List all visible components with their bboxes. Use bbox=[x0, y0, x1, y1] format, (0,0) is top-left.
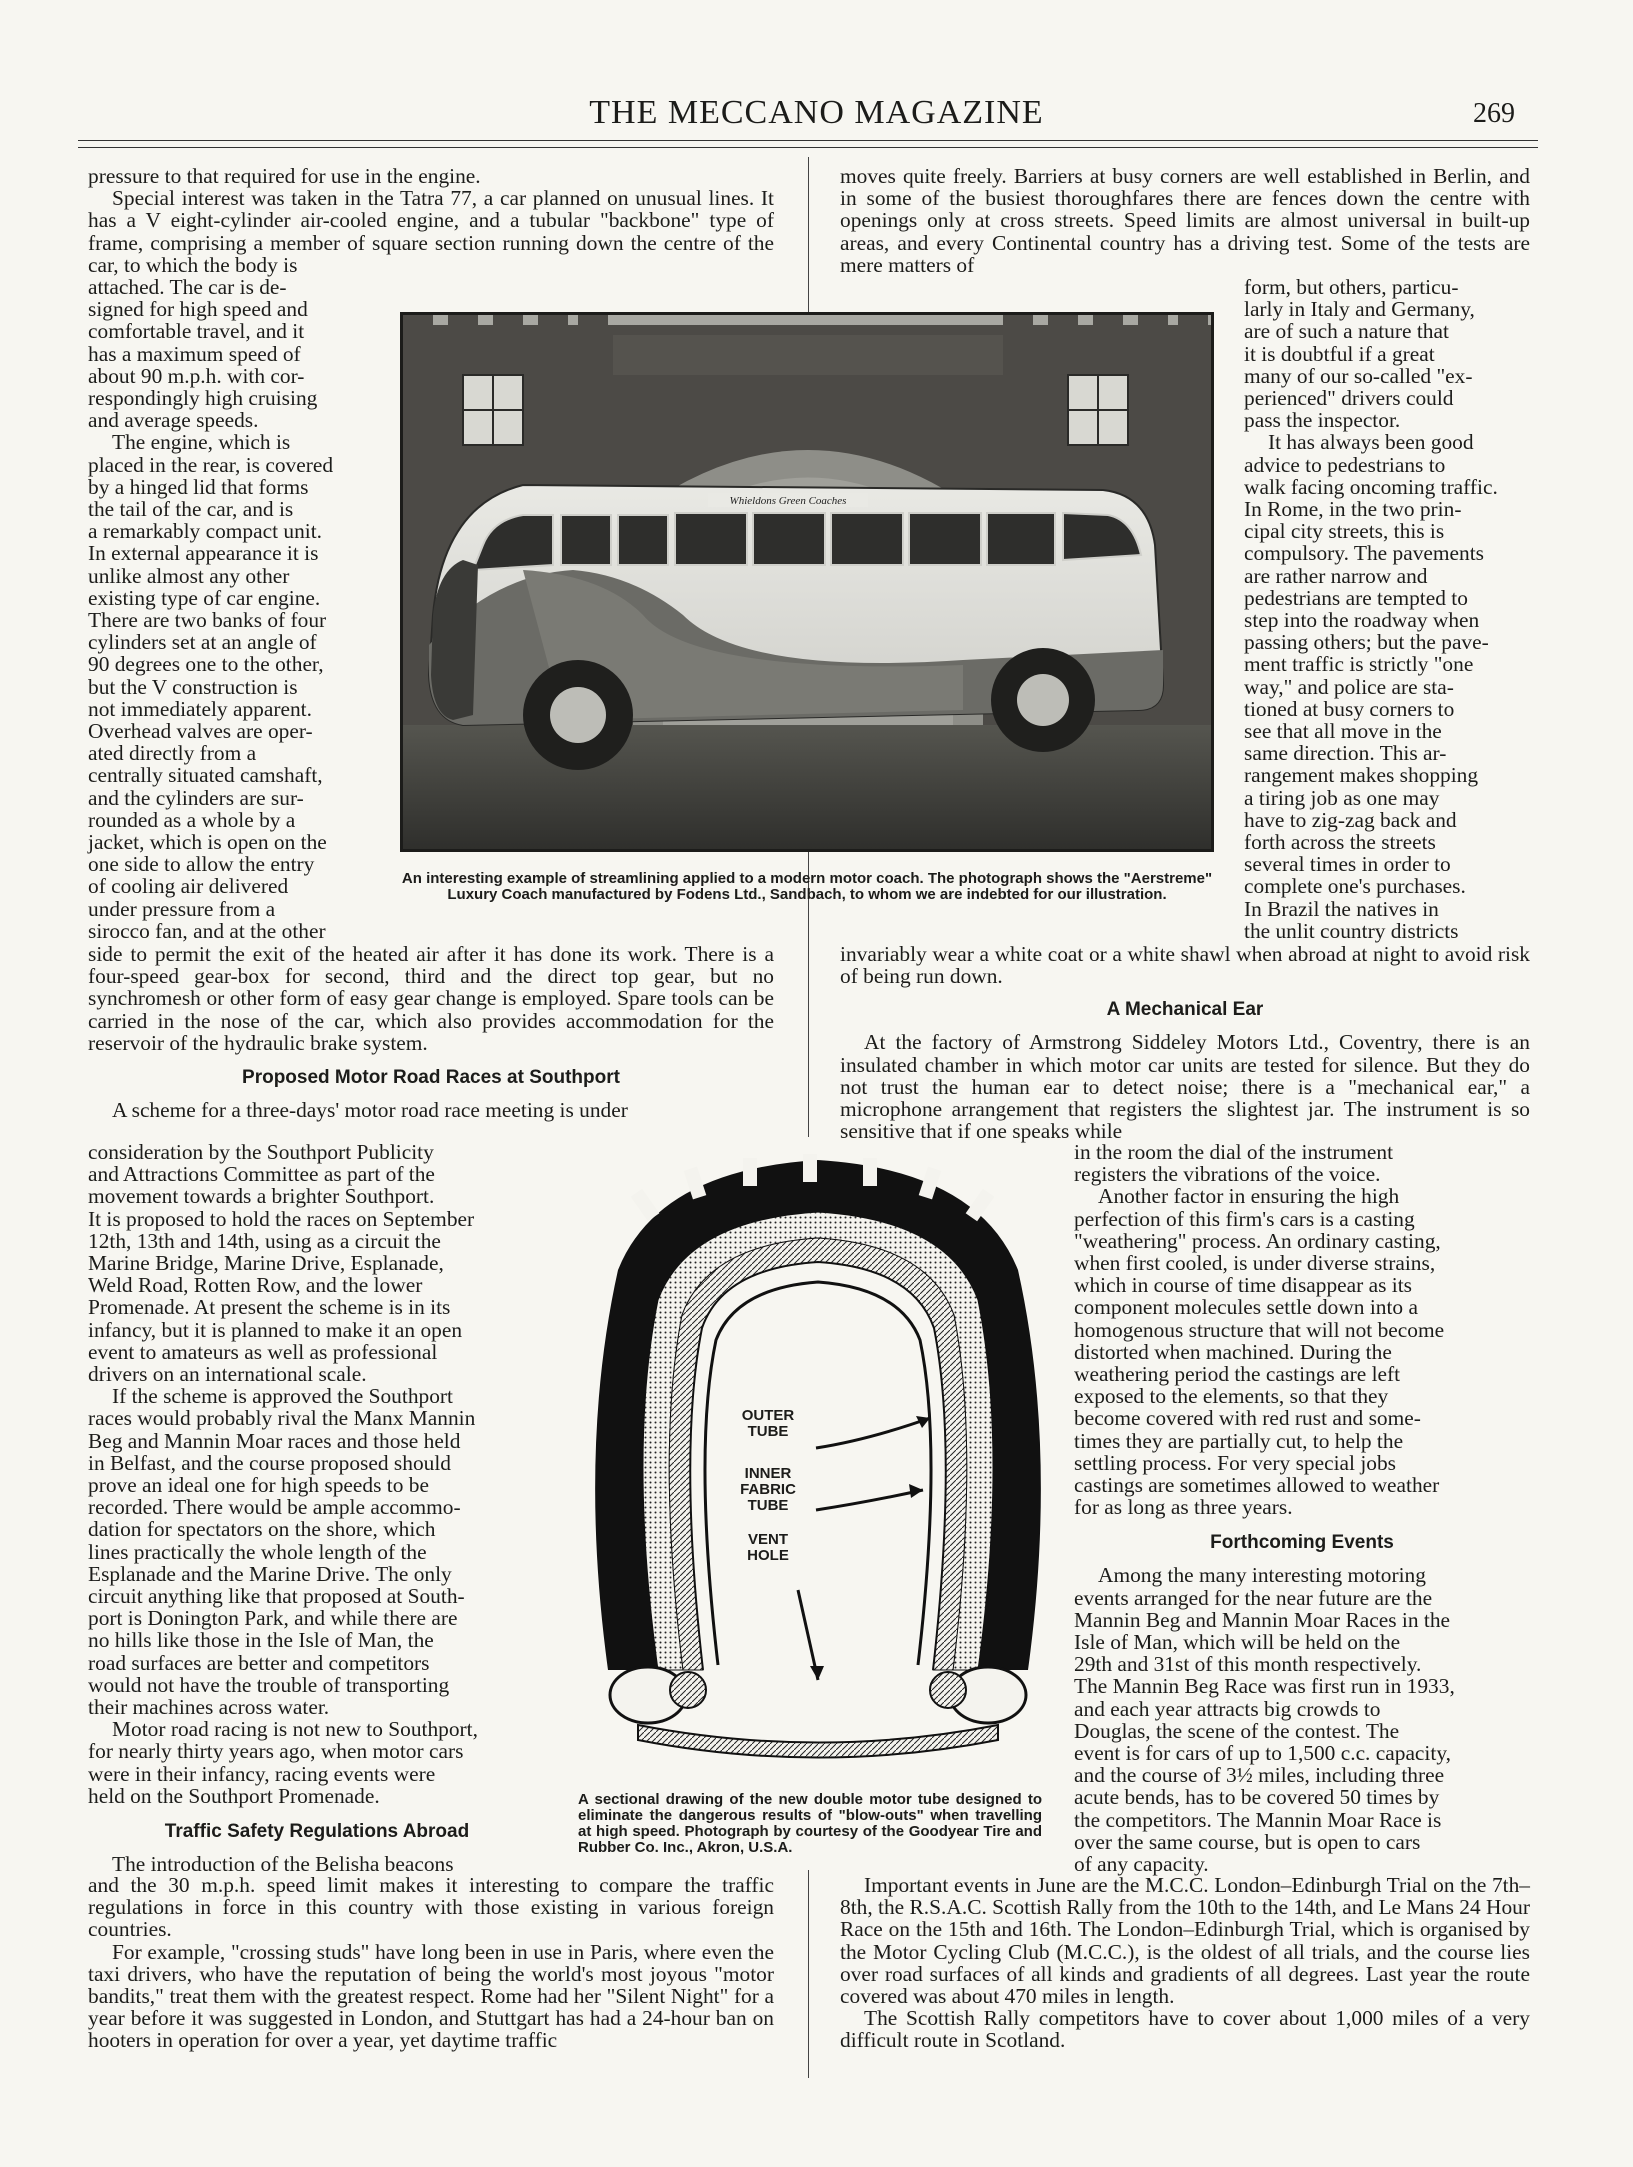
column-divider-lower bbox=[808, 1870, 809, 2078]
heading-southport: Proposed Motor Road Races at Southport bbox=[242, 1067, 620, 1089]
southport-para-history bbox=[88, 1718, 546, 1807]
line: cylinders set at an angle of bbox=[88, 630, 317, 655]
line: existing type of car engine. bbox=[88, 585, 321, 610]
paragraph-tatra: Special interest was taken in the Tatra 77, a car planned on unusual lines. It has a V eight-cylinder air-cooled engine, and a tubular "backbone" type of frame, comprising a member of square section running down the centre of the car, to which the body is bbox=[88, 186, 774, 277]
line: become covered with red rust and some- bbox=[1074, 1406, 1421, 1431]
line: many of our so-called "ex- bbox=[1244, 363, 1473, 388]
left-narrow-block bbox=[88, 276, 378, 942]
line: larly in Italy and Germany, bbox=[1244, 297, 1475, 322]
line: There are two banks of four bbox=[88, 608, 327, 633]
coach-photo-caption: An interesting example of streamlining applied to a modern motor coach. The photograph shows the "Aerstreme" Luxury Coach manufactured by Fodens Ltd., Sandbach, to whom we are indebted for our illustration. bbox=[401, 870, 1213, 903]
line: held on the Southport Promenade. bbox=[88, 1783, 380, 1808]
line: ated directly from a bbox=[88, 741, 257, 766]
line: step into the roadway when bbox=[1244, 608, 1480, 633]
line: jacket, which is open on the bbox=[88, 830, 327, 855]
line: a tiring job as one may bbox=[1244, 785, 1440, 810]
tyre-diagram bbox=[578, 1150, 1058, 1790]
line: In Brazil the natives in bbox=[1244, 896, 1439, 921]
paragraph-armstrong: At the factory of Armstrong Siddeley Motors Ltd., Coventry, there is an insulated chamber in which motor car units are tested for silence. But they do not trust the human ear to detect noise; there is a "mechanical ear," a microphone arrangement that registers the slightest jar. The instrument is so sensitive that if one speaks while bbox=[840, 1030, 1530, 1144]
traffic-first-line: The introduction of the Belisha beacons bbox=[112, 1852, 454, 1877]
events-para bbox=[1074, 1564, 1530, 1875]
paragraph: pressure to that required for use in the engine. bbox=[88, 164, 481, 188]
line: compulsory. The pavements bbox=[1244, 541, 1484, 566]
line: 90 degrees one to the other, bbox=[88, 652, 324, 677]
line: Marine Bridge, Marine Drive, Esplanade, bbox=[88, 1251, 444, 1276]
paragraph-gearbox: side to permit the exit of the heated air after it has done its work. There is a four-speed gear-box for second, third and the direct top gear, but no synchromesh or other form of easy gear change is employed. Spare tools can be carried in the nose of the car, which also provides accommodation for the reservoir of the hydraulic brake system. bbox=[88, 942, 774, 1055]
line: pass the inspector. bbox=[1244, 408, 1401, 433]
line: drivers on an international scale. bbox=[88, 1362, 367, 1387]
tyre-diagram-caption: A sectional drawing of the new double motor tube designed to eliminate the dangerous results of "blow-outs" when travelling at high speed. Photograph by courtesy of the Goodyear Tire and Rubber Co. Inc., Akron, U.S.A. bbox=[578, 1791, 1042, 1856]
line: advice to pedestrians to bbox=[1244, 452, 1446, 477]
line: event is for cars of up to 1,500 c.c. capacity, bbox=[1074, 1741, 1451, 1766]
line: their machines across water. bbox=[88, 1695, 330, 1720]
line: In Rome, in the two prin- bbox=[1244, 497, 1462, 522]
paragraph-southport-first: A scheme for a three-days' motor road race meeting is under bbox=[112, 1098, 628, 1123]
line: acute bends, has to be covered 50 times by bbox=[1074, 1785, 1440, 1810]
line: Motor road racing is not new to Southport, bbox=[112, 1717, 478, 1742]
line: walk facing oncoming traffic. bbox=[1244, 474, 1498, 499]
line: event to amateurs as well as professional bbox=[88, 1339, 438, 1364]
paragraph-brazil: invariably wear a white coat or a white shawl when abroad at night to avoid risk of being run down. bbox=[840, 942, 1530, 989]
line: and Attractions Committee as part of the bbox=[88, 1162, 435, 1187]
line: for nearly thirty years ago, when motor cars bbox=[88, 1739, 464, 1764]
line: for as long as three years. bbox=[1074, 1495, 1293, 1520]
line: settling process. For very special jobs bbox=[1074, 1450, 1396, 1475]
line: attached. The car is de- bbox=[88, 275, 287, 299]
line: but the V construction is bbox=[88, 674, 298, 699]
line: If the scheme is approved the Southport bbox=[112, 1384, 453, 1409]
left-narrow-southport bbox=[88, 1141, 546, 1875]
line: when first cooled, is under diverse strains, bbox=[1074, 1251, 1436, 1276]
line: recorded. There would be ample accommo- bbox=[88, 1495, 461, 1520]
line: ment traffic is strictly "one bbox=[1244, 652, 1474, 677]
line: forth across the streets bbox=[1244, 830, 1436, 855]
line: times they are partially cut, to help the bbox=[1074, 1428, 1404, 1453]
line: Another factor in ensuring the high bbox=[1098, 1184, 1400, 1209]
paragraph-june-events: Important events in June are the M.C.C. London–Edinburgh Trial on the 7th–8th, the R.S.A.C. Scottish Rally from the 10th to the 14th, and Le Mans 24 Hour Race on the 15th and 16th. The London–Edinburgh Trial, which is organised by the Motor Cycling Club (M.C.C.), is the oldest of all trials, and the course lies over road surfaces of all kinds and gradients of all degrees. Last year the route covered was about 470 miles in length. bbox=[840, 1873, 1530, 2009]
line: distorted when machined. During the bbox=[1074, 1339, 1392, 1364]
line: Mannin Beg and Mannin Moar Races in the bbox=[1074, 1607, 1451, 1632]
paragraph-traffic: and the 30 m.p.h. speed limit makes it interesting to compare the traffic regulations in force in this country with those existing in various foreign countries. bbox=[88, 1873, 774, 1942]
line: passing others; but the pave- bbox=[1244, 630, 1489, 655]
line: sirocco fan, and at the other bbox=[88, 918, 326, 943]
page-number: 269 bbox=[1473, 98, 1515, 129]
line: are of such a nature that bbox=[1244, 319, 1449, 344]
line: of any capacity. bbox=[1074, 1852, 1209, 1877]
line: and average speeds. bbox=[88, 408, 259, 433]
line: the unlit country districts bbox=[1244, 918, 1459, 943]
line: pedestrians are tempted to bbox=[1244, 585, 1468, 610]
line: component molecules settle down into a bbox=[1074, 1295, 1418, 1320]
paragraph-berlin: moves quite freely. Barriers at busy corners are well established in Berlin, and in some of the busiest thoroughfares there are fences down the centre with openings only at cross streets. Speed limits are almost universal in built-up areas, and every Continental country has a driving test. Some of the tests are mere matters of bbox=[840, 164, 1530, 277]
line: a remarkably compact unit. bbox=[88, 519, 323, 544]
line: 12th, 13th and 14th, using as a circuit the bbox=[88, 1228, 441, 1253]
line: It is proposed to hold the races on September bbox=[88, 1206, 475, 1231]
line: comfortable travel, and it bbox=[88, 319, 305, 344]
line: prove an ideal one for high speeds to be bbox=[88, 1473, 429, 1498]
southport-para-rival bbox=[88, 1385, 546, 1718]
ear-para-cont bbox=[1074, 1141, 1530, 1185]
line: Douglas, the scene of the contest. The bbox=[1074, 1718, 1400, 1743]
paragraph-paris: For example, "crossing studs" have long been in use in Paris, where even the taxi drivers, who have the reputation of being the world's most joyous "motor bandits," treat them with the greatest respect. Rome had her "Silent Night" for a year before it was suggested in London, and Stuttgart has had a 24-hour ban on hooters in operation for over a year, yet daytime traffic bbox=[88, 1939, 774, 2053]
line: the tail of the car, and is bbox=[88, 497, 294, 522]
line: weathering period the castings are left bbox=[1074, 1362, 1401, 1387]
line: signed for high speed and bbox=[88, 297, 308, 322]
line: dation for spectators on the shore, which bbox=[88, 1517, 436, 1542]
heading-forthcoming-events: Forthcoming Events bbox=[1210, 1532, 1394, 1554]
coach-photograph bbox=[400, 312, 1214, 852]
line: registers the vibrations of the voice. bbox=[1074, 1162, 1381, 1187]
line: would not have the trouble of transporting bbox=[88, 1672, 450, 1697]
line: Weld Road, Rotten Row, and the lower bbox=[88, 1273, 423, 1298]
line: It has always been good bbox=[1268, 430, 1474, 455]
line: have to zig-zag back and bbox=[1244, 807, 1457, 832]
line: way," and police are sta- bbox=[1244, 674, 1454, 699]
label-vent-hole: VENT HOLE bbox=[747, 1531, 789, 1564]
line: rangement makes shopping bbox=[1244, 763, 1479, 788]
line: in Belfast, and the course proposed should bbox=[88, 1450, 451, 1475]
line: unlike almost any other bbox=[88, 563, 290, 588]
right-column-mid bbox=[840, 943, 1530, 1142]
line: centrally situated camshaft, bbox=[88, 763, 323, 788]
line: events arranged for the near future are the bbox=[1074, 1585, 1433, 1610]
left-column-mid bbox=[88, 943, 774, 1121]
line: infancy, but it is planned to make it an open bbox=[88, 1317, 463, 1342]
line: movement towards a brighter Southport. bbox=[88, 1184, 435, 1209]
heading-traffic: Traffic Safety Regulations Abroad bbox=[164, 1821, 470, 1843]
line: one side to allow the entry bbox=[88, 852, 315, 877]
line: no hills like those in the Isle of Man, the bbox=[88, 1628, 434, 1653]
line: not immediately apparent. bbox=[88, 696, 312, 721]
line: were in their infancy, racing events were bbox=[88, 1761, 436, 1786]
right-column-bottom bbox=[840, 1874, 1530, 2052]
line: form, but others, particu- bbox=[1244, 275, 1459, 299]
line: which in course of time disappear as its bbox=[1074, 1273, 1412, 1298]
right-narrow-ear bbox=[1074, 1141, 1530, 1875]
coach-sign-text: Whieldons Green Coaches bbox=[729, 495, 847, 507]
line: homogenous structure that will not become bbox=[1074, 1317, 1445, 1342]
left-column-top bbox=[88, 165, 774, 276]
line: complete one's purchases. bbox=[1244, 874, 1466, 899]
line: of cooling air delivered bbox=[88, 874, 289, 899]
line: under pressure from a bbox=[88, 896, 276, 921]
page-header-title: THE MECCANO MAGAZINE bbox=[589, 94, 1044, 131]
line: perfection of this firm's cars is a casting bbox=[1074, 1206, 1415, 1231]
line: circuit anything like that proposed at South- bbox=[88, 1584, 465, 1609]
line: perienced" drivers could bbox=[1244, 386, 1454, 411]
line: respondingly high cruising bbox=[88, 386, 318, 411]
ear-para-weathering bbox=[1074, 1185, 1530, 1518]
line: The engine, which is bbox=[112, 430, 291, 455]
line: Overhead valves are oper- bbox=[88, 719, 313, 744]
line: "weathering" process. An ordinary casting, bbox=[1074, 1228, 1441, 1253]
line: races would probably rival the Manx Mannin bbox=[88, 1406, 476, 1431]
narrow-para-engine bbox=[88, 431, 378, 942]
label-outer-tube: OUTER TUBE bbox=[741, 1407, 795, 1440]
line: in the room the dial of the instrument bbox=[1074, 1140, 1394, 1164]
line: rounded as a whole by a bbox=[88, 807, 296, 832]
narrow-para-pedestrians bbox=[1244, 431, 1530, 942]
heading-mechanical-ear: A Mechanical Ear bbox=[1106, 999, 1264, 1021]
line: several times in order to bbox=[1244, 852, 1451, 877]
right-column-top bbox=[840, 165, 1530, 276]
header-rule bbox=[78, 140, 1538, 141]
line: and the course of 3½ miles, including three bbox=[1074, 1763, 1445, 1788]
line: consideration by the Southport Publicity bbox=[88, 1140, 434, 1164]
narrow-para-tatra bbox=[88, 276, 378, 431]
line: the competitors. The Mannin Moar Race is bbox=[1074, 1807, 1442, 1832]
line: lines practically the whole length of the bbox=[88, 1539, 427, 1564]
line: cipal city streets, this is bbox=[1244, 519, 1445, 544]
left-column-bottom bbox=[88, 1874, 774, 2052]
line: The Mannin Beg Race was first run in 1933, bbox=[1074, 1674, 1455, 1699]
line: and the cylinders are sur- bbox=[88, 785, 304, 810]
coach-photo-art bbox=[403, 315, 1211, 849]
label-inner-fabric-tube: INNER FABRIC TUBE bbox=[740, 1465, 796, 1514]
line: In external appearance it is bbox=[88, 541, 319, 566]
line: same direction. This ar- bbox=[1244, 741, 1447, 766]
line: over the same course, but is open to cars bbox=[1074, 1829, 1421, 1854]
line: Among the many interesting motoring bbox=[1098, 1563, 1426, 1588]
line: about 90 m.p.h. with cor- bbox=[88, 363, 305, 388]
paragraph-scottish-rally: The Scottish Rally competitors have to cover about 1,000 miles of a very difficult route in Scotland. bbox=[840, 2006, 1530, 2053]
line: it is doubtful if a great bbox=[1244, 341, 1435, 366]
line: and each year attracts big crowds to bbox=[1074, 1696, 1381, 1721]
line: Esplanade and the Marine Drive. The only bbox=[88, 1561, 452, 1586]
line: road surfaces are better and competitors bbox=[88, 1650, 430, 1675]
line: castings are sometimes allowed to weather bbox=[1074, 1473, 1440, 1498]
line: exposed to the elements, so that they bbox=[1074, 1384, 1389, 1409]
right-narrow-block bbox=[1244, 276, 1530, 942]
tyre-section-drawing bbox=[578, 1150, 1058, 1790]
line: are rather narrow and bbox=[1244, 563, 1428, 588]
line: 29th and 31st of this month respectively. bbox=[1074, 1652, 1422, 1677]
narrow-para-tests bbox=[1244, 276, 1530, 431]
line: has a maximum speed of bbox=[88, 341, 301, 366]
line: Beg and Mannin Moar races and those held bbox=[88, 1428, 461, 1453]
line: see that all move in the bbox=[1244, 719, 1442, 744]
line: tioned at busy corners to bbox=[1244, 696, 1455, 721]
line: placed in the rear, is covered bbox=[88, 452, 334, 477]
line: Isle of Man, which will be held on the bbox=[1074, 1630, 1401, 1655]
line: port is Donington Park, and while there are bbox=[88, 1606, 458, 1631]
header-rule-thin bbox=[78, 147, 1538, 148]
southport-para bbox=[88, 1141, 546, 1385]
line: Promenade. At present the scheme is in its bbox=[88, 1295, 451, 1320]
line: by a hinged lid that forms bbox=[88, 474, 309, 499]
